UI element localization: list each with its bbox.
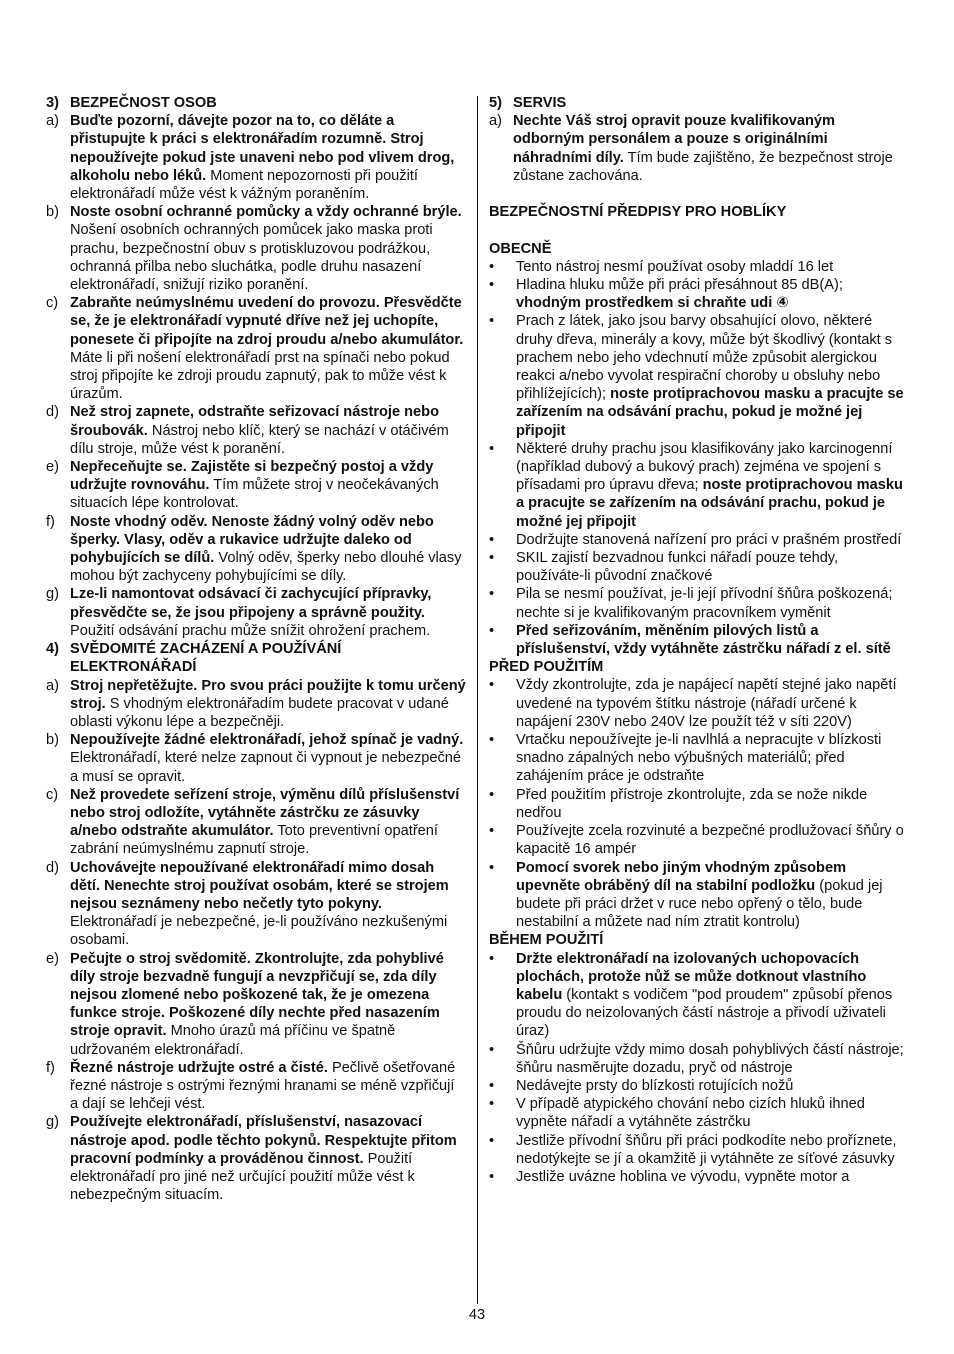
item-normal-text: Používejte zcela rozvinuté a bezpečné prodlužovací šňůry o kapacitě 16 ampér <box>516 823 904 858</box>
item-text <box>516 786 909 822</box>
bullet-icon: • <box>489 440 495 457</box>
page-number: 43 <box>468 1307 486 1323</box>
item-text <box>70 203 466 294</box>
item-normal-text: Šňůru udržujte vždy mimo dosah pohyblivých částí nástroje; šňůru nasměrujte dozadu, pryč od nástroje <box>516 1041 904 1076</box>
bullet-icon: • <box>489 677 495 694</box>
general-bullets <box>489 258 909 658</box>
item-normal-text: Některé druhy prachu jsou klasifikovány jako karcinogenní (například dubový a bukový prach) zejména ve spojení s přísadami pro úpravu dřeva; <box>516 440 893 494</box>
list-item <box>489 1041 909 1077</box>
list-item <box>489 1168 909 1186</box>
section-3-items <box>46 112 466 640</box>
item-normal-text: Tím můžete stroj v neočekávaných situacích lépe kontrolovat. <box>70 477 439 512</box>
list-item <box>489 258 909 276</box>
item-normal-text: Jestliže uvázne hoblina ve vývodu, vypněte motor a <box>516 1168 850 1185</box>
section-title: SVĚDOMITÉ ZACHÁZENÍ A POUŽÍVÁNÍ ELEKTRONÁŘADÍ <box>70 641 342 676</box>
item-text <box>516 549 909 585</box>
section-title: BEZPEČNOST OSOB <box>70 95 217 111</box>
item-label: b) <box>46 732 59 749</box>
item-text <box>70 403 466 458</box>
item-normal-text: Použití odsávání prachu může snížit ohrožení prachem. <box>70 622 431 639</box>
item-text <box>516 731 909 786</box>
item-text <box>513 112 909 185</box>
item-bold-text: Uchovávejte nepoužívané elektronářadí mimo dosah dětí. Nenechte stroj používat osobám, které se strojem nejsou seznámeny nebo nečetly tyto pokyny. <box>70 859 449 912</box>
section-number: 3) <box>46 95 59 111</box>
during-use-heading: BĚHEM POUŽITÍ <box>489 932 604 949</box>
item-normal-text: Hladina hluku může při práci přesáhnout 85 dB(A); <box>516 277 843 293</box>
column-divider <box>477 96 478 1304</box>
item-label: g) <box>46 586 59 603</box>
item-normal-text: Toto preventivní opatření zabrání neúmyslnému zapnutí stroje. <box>70 823 438 858</box>
item-normal-text: (pokud jej budete při práci držet v ruce nebo opřený o tělo, bude nestabilní a můžete nad ním ztratit kontrolu) <box>516 877 883 931</box>
list-item <box>489 1077 909 1095</box>
item-text <box>516 1077 909 1095</box>
item-text <box>70 513 466 586</box>
item-text <box>516 276 909 312</box>
bullet-icon: • <box>489 950 495 967</box>
item-bold-text: noste protiprachovou masku a pracujte se zařízením na odsávání prachu, pokud je možné jej připojit <box>516 386 904 439</box>
during-use-bullets <box>489 950 909 1187</box>
right-column <box>489 94 909 1186</box>
list-item <box>489 622 909 658</box>
item-bold-text: Před seřizováním, měněním pilových listů a příslušenství, vždy vytáhněte zástrčku nářadí z el. sítě <box>516 622 891 658</box>
item-normal-text: Volný oděv, šperky nebo dlouhé vlasy mohou být zachyceny pohybujícími se díly. <box>70 550 462 585</box>
item-text <box>516 1132 909 1168</box>
item-normal-text: Použití elektronářadí pro jiné než určující použití může vést k nebezpečným situacím. <box>70 1150 415 1204</box>
section-4-heading <box>46 640 466 676</box>
list-item <box>46 677 466 732</box>
item-bold-text: Nepoužívejte žádné elektronářadí, jehož spínač je vadný. <box>70 732 464 749</box>
list-item <box>46 112 466 203</box>
list-item <box>46 585 466 640</box>
item-bold-text: Pomocí svorek nebo jiným vhodným způsobem upevněte obráběný díl na stabilní podložku <box>516 859 847 894</box>
item-text <box>516 258 909 276</box>
item-text <box>516 676 909 731</box>
item-label: c) <box>46 786 59 803</box>
item-text <box>70 458 466 513</box>
item-bold-text: vhodným prostředkem si chraňte udi ④ <box>516 295 789 312</box>
item-bold-text: noste protiprachovou masku a pracujte se zařízením na odsávání prachu, pokud je možné jej připojit <box>516 477 903 530</box>
bullet-icon: • <box>489 1077 495 1094</box>
item-text <box>70 677 466 732</box>
list-item <box>46 458 466 513</box>
item-normal-text: Tím bude zajištěno, že bezpečnost stroje zůstane zachována. <box>513 149 893 184</box>
item-text <box>70 786 466 859</box>
list-item <box>489 312 909 439</box>
item-label: g) <box>46 1114 59 1131</box>
bullet-icon: • <box>489 586 495 603</box>
item-normal-text: Moment nepozornosti při použití elektronářadí může vést k vážným poraněním. <box>70 167 418 203</box>
item-bold-text: Noste vhodný oděv. Nenoste žádný volný oděv nebo šperky. Vlasy, oděv a rukavice udržujte daleko od pohybujících se dílů. <box>70 513 434 567</box>
bullet-icon: • <box>489 1041 495 1058</box>
item-text <box>516 622 909 658</box>
item-text <box>70 294 466 403</box>
list-item <box>46 1059 466 1114</box>
item-normal-text: Jestliže přívodní šňůru při práci podkodíte nebo proříznete, nedotýkejte se jí a okamžitě ji vytáhněte ze síťové zásuvky <box>516 1132 897 1167</box>
item-normal-text: Před použitím přístroje zkontrolujte, zda se nože nikde nedřou <box>516 786 868 821</box>
item-label: b) <box>46 204 59 221</box>
item-text <box>70 112 466 203</box>
section-number: 5) <box>489 95 502 111</box>
item-text <box>516 1168 909 1186</box>
item-normal-text: SKIL zajistí bezvadnou funkci nářadí pouze tehdy, používáte-li původní značkové <box>516 550 839 585</box>
item-label: d) <box>46 859 59 876</box>
list-item <box>489 950 909 1041</box>
bullet-icon: • <box>489 1096 495 1113</box>
item-normal-text: Nedávejte prsty do blízkosti rotujících nožů <box>516 1077 794 1094</box>
list-item <box>489 859 909 932</box>
item-normal-text: Nástroj nebo klíč, který se nachází v otáčivém dílu stroje, může vést k poranění. <box>70 422 449 457</box>
list-item <box>489 786 909 822</box>
item-label: f) <box>46 1059 55 1076</box>
list-item <box>46 403 466 458</box>
list-item <box>46 786 466 859</box>
item-normal-text: Tento nástroj nesmí používat osoby mladdí 16 let <box>516 258 834 275</box>
list-item <box>489 1132 909 1168</box>
item-bold-text: Buďte pozorní, dávejte pozor na to, co děláte a přistupujte k práci s elektronářadím rozumně. Stroj nepoužívejte pokud jste unaveni nebo pod vlivem drog, alkoholu nebo léků. <box>70 113 455 184</box>
item-normal-text: Pečlivě ošetřované řezné nástroje s ostrými řeznými hranami se méně vzpřičují a dají se lehčeji vést. <box>70 1059 456 1113</box>
bullet-icon: • <box>489 1168 495 1185</box>
item-text <box>70 950 466 1059</box>
list-item <box>489 676 909 731</box>
item-label: f) <box>46 513 55 530</box>
item-label: a) <box>46 113 59 130</box>
item-bold-text: Nechte Váš stroj opravit pouze kvalifikovaným odborným personálem a pouze s originálními náhradními díly. <box>513 113 835 166</box>
item-normal-text: Mnoho úrazů má příčinu ve špatně udržovaném elektronářadí. <box>70 1023 396 1058</box>
item-text <box>516 1095 909 1131</box>
list-item <box>489 276 909 312</box>
item-text <box>516 1041 909 1077</box>
list-item <box>46 950 466 1059</box>
item-normal-text: Máte li při nošení elektronářadí prst na spínači nebo pokud stroj připojíte ke zdroji proudu zapnutý, pak to může vést k úrazům. <box>70 349 450 403</box>
list-item <box>489 549 909 585</box>
bullet-icon: • <box>489 531 495 548</box>
item-text <box>516 950 909 1041</box>
item-bold-text: Než stroj zapnete, odstraňte seřizovací nástroje nebo šroubovák. <box>70 404 439 439</box>
list-item <box>489 1095 909 1131</box>
item-bold-text: Lze-li namontovat odsávací či zachycující přípravky, přesvědčte se, že jsou připojeny a správně použity. <box>70 586 432 621</box>
item-text <box>516 312 909 439</box>
item-normal-text: S vhodným elektronářadím budete pracovat v udané oblasti výkonu lépe a bezpečněji. <box>70 695 449 730</box>
item-label: a) <box>46 677 59 694</box>
item-bold-text: Noste osobní ochranné pomůcky a vždy ochranné brýle. <box>70 204 462 221</box>
item-text <box>70 731 466 786</box>
item-normal-text: Prach z látek, jako jsou barvy obsahující olovo, některé druhy dřeva, minerály a kovy, může být škodlivý (kontakt s prachem nebo jeho vdechnutí může způsobit alergickou reakci a/nebo vyvolat respirační choroby u obsluhy nebo přihlížejících); <box>516 313 893 403</box>
item-text <box>516 859 909 932</box>
section-title: SERVIS <box>513 95 567 111</box>
item-text <box>516 822 909 858</box>
item-label: a) <box>489 113 502 130</box>
list-item <box>46 1113 466 1204</box>
item-text <box>70 585 466 640</box>
bullet-icon: • <box>489 277 495 293</box>
list-item <box>489 731 909 786</box>
list-item <box>489 112 909 185</box>
item-label: c) <box>46 295 59 312</box>
item-bold-text: Držte elektronářadí na izolovaných uchopovacích plochách, protože nůž se může dotknout vlastního kabelu <box>516 950 867 1003</box>
section-number: 4) <box>46 641 59 658</box>
section-5-items <box>489 112 909 185</box>
bullet-icon: • <box>489 786 495 803</box>
item-label: e) <box>46 459 59 476</box>
section-5-heading <box>489 94 909 112</box>
bullet-icon: • <box>489 550 495 567</box>
item-normal-text: Dodržujte stanovená nařízení pro práci v prašném prostředí <box>516 531 902 548</box>
item-label: d) <box>46 404 59 421</box>
section-3-heading <box>46 94 466 112</box>
list-item <box>489 440 909 531</box>
item-text <box>70 859 466 950</box>
item-text <box>516 531 909 549</box>
list-item <box>46 731 466 786</box>
item-normal-text: Elektronářadí je nebezpečné, je-li používáno nezkušenými osobami. <box>70 914 448 949</box>
list-item <box>46 859 466 950</box>
planer-safety-title: BEZPEČNOSTNÍ PŘEDPISY PRO HOBLÍKY <box>489 204 787 221</box>
item-bold-text: Než provedete seřízení stroje, výměnu dílů příslušenství nebo stroj odložíte, vytáhněte zástrčku ze zásuvky a/nebo odstraňte akumulátor. <box>70 786 460 840</box>
item-text <box>70 1059 466 1114</box>
bullet-icon: • <box>489 258 495 275</box>
list-item <box>46 294 466 403</box>
item-normal-text: Elektronářadí, které nelze zapnout či vypnout je nebezpečné a musí se opravit. <box>70 750 462 785</box>
item-bold-text: Používejte elektronářadí, příslušenství, nasazovací nástroje apod. podle těchto pokynů. Respektujte přitom pracovní podmínky a prováděnou činnost. <box>70 1114 457 1167</box>
list-item <box>489 822 909 858</box>
item-normal-text: Pila se nesmí používat, je-li její přívodní šňůra poškozená; nechte si je kvalifikovaným pracovníkem vyměnit <box>516 586 893 621</box>
left-column <box>46 94 466 1204</box>
item-bold-text: Nepřeceňujte se. Zajistěte si bezpečný postoj a vždy udržujte rovnováhu. <box>70 459 434 494</box>
item-normal-text: Vždy zkontrolujte, zda je napájecí napětí stejné jako napětí uvedené na typovém štítku nástroje (nářadí určené k napájení 230V nebo 240V lze použít též v síti 220V) <box>516 677 897 730</box>
item-bold-text: Pečujte o stroj svědomitě. Zkontrolujte, zda pohyblivé díly stroje bezvadně fungují a nevzpřičují se, zda díly nejsou zlomené nebo poškozené tak, že je omezena funkce stroje. Poškozené díly nechte před nasazením stroje opravit. <box>70 950 444 1040</box>
item-normal-text: V případě atypického chování nebo cizích hluků ihned vypněte nářadí a vytáhněte zástrčku <box>516 1096 865 1131</box>
item-bold-text: Stroj nepřetěžujte. Pro svou práci použijte k tomu určený stroj. <box>70 677 466 712</box>
list-item <box>46 513 466 586</box>
list-item <box>489 585 909 621</box>
bullet-icon: • <box>489 823 495 840</box>
item-normal-text: Nošení osobních ochranných pomůcek jako maska proti prachu, bezpečnostní obuv s protiskluzovou podrážkou, ochranná přilba nebo sluchátka, podle druhu nasazení elektronářadí, snižují riziko poranění. <box>70 222 433 294</box>
item-normal-text: Vrtačku nepoužívejte je-li navlhlá a nepracujte v blízkosti snadno zápalných nebo výbušných materiálů; před zahájením práce je odstraňte <box>516 732 882 785</box>
item-normal-text: (kontakt s vodičem "pod proudem" způsobí přenos proudu do neizolovaných částí nástroje a přivodí uživateli úraz) <box>516 986 893 1040</box>
before-use-heading: PŘED POUŽITÍM <box>489 659 604 676</box>
bullet-icon: • <box>489 859 495 876</box>
item-label: e) <box>46 950 59 967</box>
general-heading: OBECNĚ <box>489 240 552 257</box>
section-4-items <box>46 677 466 1205</box>
before-use-bullets <box>489 676 909 931</box>
bullet-icon: • <box>489 313 495 330</box>
item-text <box>516 585 909 621</box>
bullet-icon: • <box>489 622 495 639</box>
bullet-icon: • <box>489 1132 495 1149</box>
item-bold-text: Zabraňte neúmyslnému uvedení do provozu. Přesvědčte se, že je elektronářadí vypnuté dříve než jej uchopíte, ponesete či připojíte na zdroj proudu a/nebo akumulátor. <box>70 295 464 348</box>
item-bold-text: Řezné nástroje udržujte ostré a čisté. <box>70 1059 328 1076</box>
list-item <box>489 531 909 549</box>
item-text <box>516 440 909 531</box>
bullet-icon: • <box>489 732 495 749</box>
item-text <box>70 1113 466 1204</box>
list-item <box>46 203 466 294</box>
